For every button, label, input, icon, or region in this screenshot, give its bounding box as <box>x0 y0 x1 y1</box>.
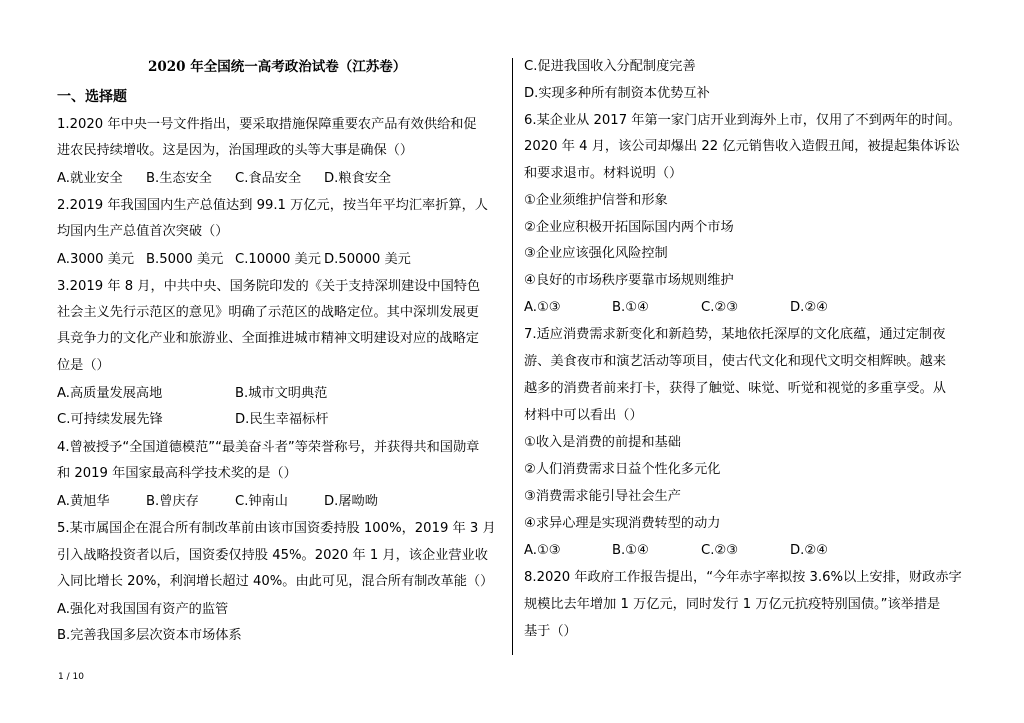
q3-option-d: D.民生幸福标杆 <box>235 412 329 427</box>
q4-line: 和 2019 年国家最高科学技术奖的是（） <box>57 466 297 481</box>
q6-item: ④良好的市场秩序要靠市场规则维护 <box>524 273 734 288</box>
q3-line: 位是（） <box>57 358 110 373</box>
q3-option-b: B.城市文明典范 <box>235 386 328 401</box>
q7-option-d: D.②④ <box>790 543 828 558</box>
q5-line: 入同比增长 20%，利润增长超过 40%。由此可见，混合所有制改革能（） <box>57 574 494 589</box>
q7-option-c: C.②③ <box>701 543 739 558</box>
q2-option-b: B.5000 美元 <box>146 252 224 267</box>
q4-option-d: D.屠呦呦 <box>324 494 378 509</box>
q2-line: 2.2019 年我国国内生产总值达到 99.1 万亿元，按当年平均汇率折算，人 <box>57 198 488 213</box>
q4-option-a: A.黄旭华 <box>57 494 110 509</box>
q2-line: 均国内生产总值首次突破（） <box>57 224 229 239</box>
q6-line: 和要求退市。材料说明（） <box>524 166 683 181</box>
page-number: 1 / 10 <box>58 672 84 682</box>
q7-option-a: A.①③ <box>524 543 561 558</box>
q8-line: 规模比去年增加 1 万亿元，同时发行 1 万亿元抗疫特别国债。”该举措是 <box>524 597 941 612</box>
q7-line: 材料中可以看出（） <box>524 408 643 423</box>
q6-option-b: B.①④ <box>612 300 649 315</box>
q5-option-c: C.促进我国收入分配制度完善 <box>524 59 696 74</box>
q5-line: 引入战略投资者以后，国资委仅持股 45%。2020 年 1 月，该企业营业收 <box>57 548 488 563</box>
q7-option-b: B.①④ <box>612 543 649 558</box>
q6-item: ①企业须维护信誉和形象 <box>524 193 668 208</box>
exam-title: 2020 年全国统一高考政治试卷（江苏卷） <box>148 59 407 75</box>
q4-option-c: C.钟南山 <box>235 494 288 509</box>
q5-option-a: A.强化对我国国有资产的监管 <box>57 602 229 617</box>
q4-line: 4.曾被授予“全国道德模范”“最美奋斗者”等荣誉称号，并获得共和国勋章 <box>57 440 480 455</box>
q3-line: 具竞争力的文化产业和旅游业、全面推进城市精神文明建设对应的战略定 <box>57 331 479 346</box>
column-divider <box>512 58 513 655</box>
q8-line: 基于（） <box>524 624 577 639</box>
q6-option-a: A.①③ <box>524 300 561 315</box>
q5-option-d: D.实现多种所有制资本优势互补 <box>524 86 710 101</box>
q2-option-d: D.50000 美元 <box>324 252 411 267</box>
q7-line: 7.适应消费需求新变化和新趋势，某地依托深厚的文化底蕴，通过定制夜 <box>524 327 946 342</box>
q1-option-a: A.就业安全 <box>57 171 123 186</box>
q6-item: ③企业应该强化风险控制 <box>524 246 668 261</box>
q7-item: ④求异心理是实现消费转型的动力 <box>524 516 721 531</box>
q5-line: 5.某市属国企在混合所有制改革前由该市国资委持股 100%，2019 年 3 月 <box>57 521 496 536</box>
q6-line: 6.某企业从 2017 年第一家门店开业到海外上市，仅用了不到两年的时间。 <box>524 113 961 128</box>
q3-option-a: A.高质量发展高地 <box>57 386 163 401</box>
q7-item: ③消费需求能引导社会生产 <box>524 489 681 504</box>
q5-option-b: B.完善我国多层次资本市场体系 <box>57 628 242 643</box>
q8-line: 8.2020 年政府工作报告提出，“今年赤字率拟按 3.6%以上安排，财政赤字 <box>524 570 962 585</box>
q1-option-c: C.食品安全 <box>235 171 302 186</box>
q1-option-b: B.生态安全 <box>146 171 212 186</box>
q1-line: 1.2020 年中央一号文件指出，要采取措施保障重要农产品有效供给和促 <box>57 117 477 132</box>
q6-item: ②企业应积极开拓国际国内两个市场 <box>524 220 734 235</box>
q7-line: 越多的消费者前来打卡，获得了触觉、味觉、听觉和视觉的多重享受。从 <box>524 381 946 396</box>
q2-option-c: C.10000 美元 <box>235 252 321 267</box>
q3-line: 3.2019 年 8 月，中共中央、国务院印发的《关于支持深圳建设中国特色 <box>57 279 481 294</box>
q3-option-c: C.可持续发展先锋 <box>57 412 163 427</box>
q3-line: 社会主义先行示范区的意见》明确了示范区的战略定位。其中深圳发展更 <box>57 305 479 320</box>
q1-line: 进农民持续增收。这是因为，治国理政的头等大事是确保（） <box>57 143 414 158</box>
q2-option-a: A.3000 美元 <box>57 252 135 267</box>
q6-option-c: C.②③ <box>701 300 739 315</box>
q4-option-b: B.曾庆存 <box>146 494 199 509</box>
q7-line: 游、美食夜市和演艺活动等项目，使古代文化和现代文明交相辉映。越来 <box>524 354 946 369</box>
q7-item: ②人们消费需求日益个性化多元化 <box>524 462 721 477</box>
q7-item: ①收入是消费的前提和基础 <box>524 435 681 450</box>
section-heading: 一、选择题 <box>57 89 127 105</box>
q1-option-d: D.粮食安全 <box>324 171 392 186</box>
q6-line: 2020 年 4 月，该公司却爆出 22 亿元销售收入造假丑闻，被提起集体诉讼 <box>524 139 960 154</box>
q6-option-d: D.②④ <box>790 300 828 315</box>
